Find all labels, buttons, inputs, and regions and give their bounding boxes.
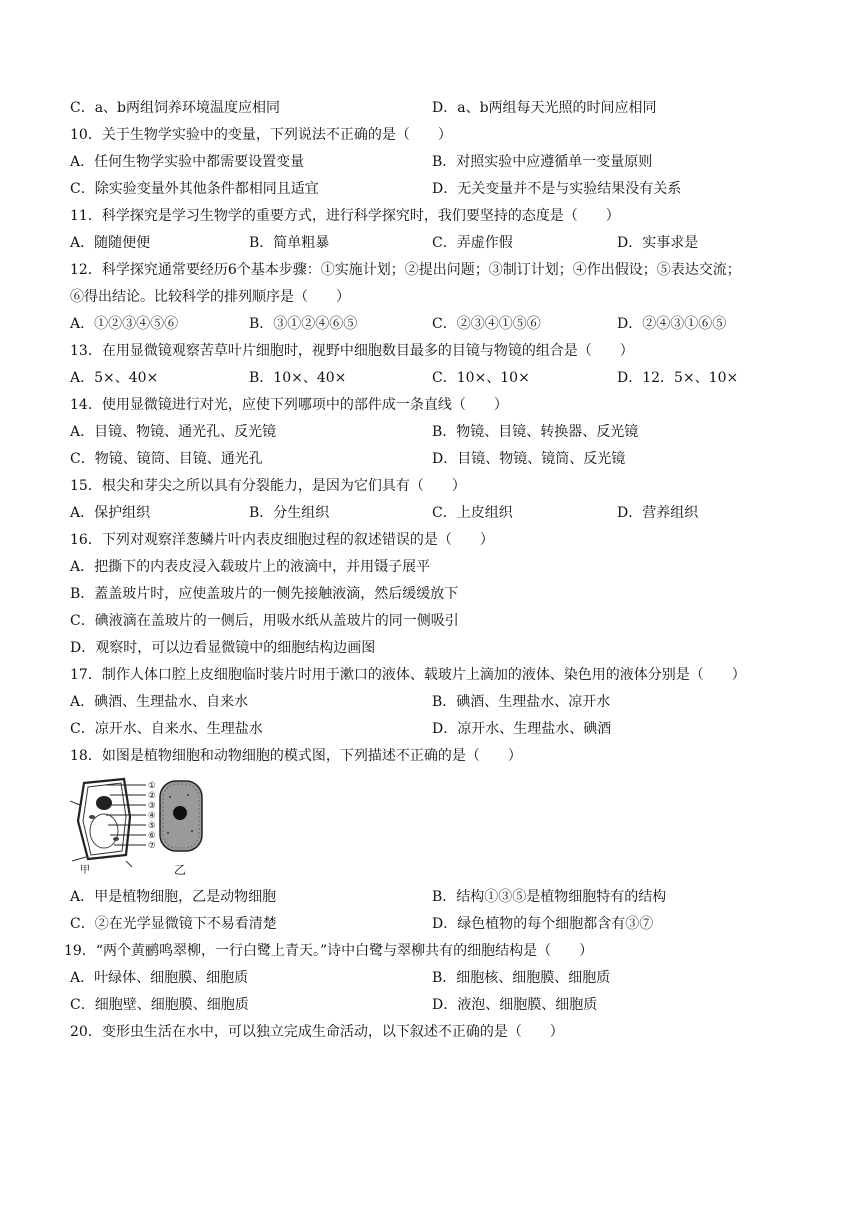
q18-option-d: D．绿色植物的每个细胞都含有③⑦	[432, 916, 654, 932]
q18-option-c: C．②在光学显微镜下不易看清楚	[70, 916, 277, 932]
q10-option-b: B．对照实验中应遵循单一变量原则	[432, 154, 653, 170]
q11-option-b: B．简单粗暴	[249, 235, 330, 251]
q14-option-b: B．物镜、目镜、转换器、反光镜	[432, 424, 639, 440]
q16-option-d: D．观察时，可以边看显微镜中的细胞结构边画图	[70, 640, 376, 656]
q16-option-b: B．蓋盖玻片时，应使盖玻片的一侧先接触液滴，然后缓缓放下	[70, 586, 459, 602]
q18-option-a: A．甲是植物细胞，乙是动物细胞	[70, 889, 277, 905]
q18-stem: 18．如图是植物细胞和动物细胞的模式图，下列描述不正确的是（ ）	[70, 748, 522, 764]
q10-option-c: C．除实验变量外其他条件都相同且适宜	[70, 181, 319, 197]
q10-option-a: A．任何生物学实验中都需要设置变量	[70, 154, 305, 170]
q10-stem: 10．关于生物学实验中的变量，下列说法不正确的是（ ）	[70, 127, 452, 143]
q14-stem: 14．使用显微镜进行对光，应使下列哪项中的部件成一条直线（ ）	[70, 397, 508, 413]
q17-option-d: D．凉开水、生理盐水、碘酒	[432, 721, 612, 737]
q11-option-a: A．随随便便	[70, 235, 151, 251]
q15-option-a: A．保护组织	[70, 505, 151, 521]
q16-option-a: A．把撕下的内表皮浸入载玻片上的液滴中，并用镊子展平	[70, 559, 431, 575]
q14-option-c: C．物镜、镜筒、目镜、通光孔	[70, 451, 263, 467]
structure-number-labels	[148, 781, 156, 851]
q13-stem: 13．在用显微镜观察苦草叶片细胞时，视野中细胞数目最多的目镜与物镜的组合是（ ）	[70, 343, 634, 359]
q14-option-d: D．目镜、物镜、镜筒、反光镜	[432, 451, 626, 467]
q15-stem: 15．根尖和芽尖之所以具有分裂能力，是因为它们具有（ ）	[70, 478, 466, 494]
q19-option-b: B．细胞核、细胞膜、细胞质	[432, 970, 611, 986]
q13-option-a: A．5×、40×	[70, 370, 159, 386]
q16-option-c: C．碘液滴在盖玻片的一侧后，用吸水纸从盖玻片的同一侧吸引	[70, 613, 459, 629]
q12-option-d: D．②④③①⑥⑤	[617, 316, 727, 332]
q12-stem-line2: ⑥得出结论。比较科学的排列顺序是（ ）	[70, 289, 350, 305]
q17-option-c: C．凉开水、自来水、生理盐水	[70, 721, 263, 737]
q11-option-c: C．弄虚作假	[432, 235, 513, 251]
q15-option-b: B．分生组织	[249, 505, 330, 521]
label-7: ⑦	[148, 841, 156, 851]
cell-diagram	[70, 773, 210, 877]
q19-stem: 19．“两个黄鹂鸣翠柳，一行白鹭上青天。”诗中白鹭与翠柳共有的细胞结构是（ ）	[64, 943, 594, 959]
q16-stem: 16．下列对观察洋葱鳞片叶内表皮细胞过程的叙述错误的是（ ）	[70, 532, 494, 548]
q17-stem: 17．制作人体口腔上皮细胞临时装片时用于漱口的液体、载玻片上滴加的液体、染色用的液体分别是（ ）	[70, 667, 746, 683]
q13-option-c: C．10×、10×	[432, 370, 530, 386]
q17-option-a: A．碘酒、生理盐水、自来水	[70, 694, 249, 710]
label-3: ③	[148, 801, 156, 811]
q20-stem: 20．变形虫生活在水中，可以独立完成生命活动，以下叙述不正确的是（ ）	[70, 1024, 564, 1040]
q19-option-c: C．细胞壁、细胞膜、细胞质	[70, 997, 249, 1013]
q15-option-d: D．营养组织	[617, 505, 699, 521]
label-jia: 甲	[80, 865, 90, 876]
q13-option-b: B．10×、40×	[249, 370, 347, 386]
plant-cell-drawing	[70, 779, 132, 867]
q12-option-c: C．②③④①⑤⑥	[432, 316, 541, 332]
label-2: ②	[148, 791, 156, 801]
q13-option-d: D．12．5×、10×	[617, 370, 739, 386]
q12-option-a: A．①②③④⑤⑥	[70, 316, 179, 332]
q11-stem: 11．科学探究是学习生物学的重要方式，进行科学探究时，我们要坚持的态度是（ ）	[70, 208, 620, 224]
q19-option-d: D．液泡、细胞膜、细胞质	[432, 997, 598, 1013]
q9-option-c: C．a、b两组饲养环境温度应相同	[70, 100, 281, 116]
q15-option-c: C．上皮组织	[432, 505, 513, 521]
label-yi: 乙	[174, 863, 187, 877]
animal-cell-drawing	[160, 781, 202, 851]
q10-option-d: D．无关变量并不是与实验结果没有关系	[432, 181, 682, 197]
label-5: ⑤	[148, 821, 156, 831]
q12-option-b: B．③①②④⑥⑤	[249, 316, 358, 332]
q19-option-a: A．叶绿体、细胞膜、细胞质	[70, 970, 249, 986]
q9-option-d: D．a、b两组每天光照的时间应相同	[432, 100, 657, 116]
q12-stem-line1: 12．科学探究通常要经历6个基本步骤：①实施计划；②提出问题；③制订计划；④作出假设；⑤表达交流；	[70, 262, 741, 278]
label-1: ①	[148, 781, 156, 791]
label-6: ⑥	[148, 831, 156, 841]
q11-option-d: D．实事求是	[617, 235, 699, 251]
q18-option-b: B．结构①③⑤是植物细胞特有的结构	[432, 889, 667, 905]
label-4: ④	[148, 811, 156, 821]
q17-option-b: B．碘酒、生理盐水、凉开水	[432, 694, 611, 710]
q14-option-a: A．目镜、物镜、通光孔、反光镜	[70, 424, 277, 440]
